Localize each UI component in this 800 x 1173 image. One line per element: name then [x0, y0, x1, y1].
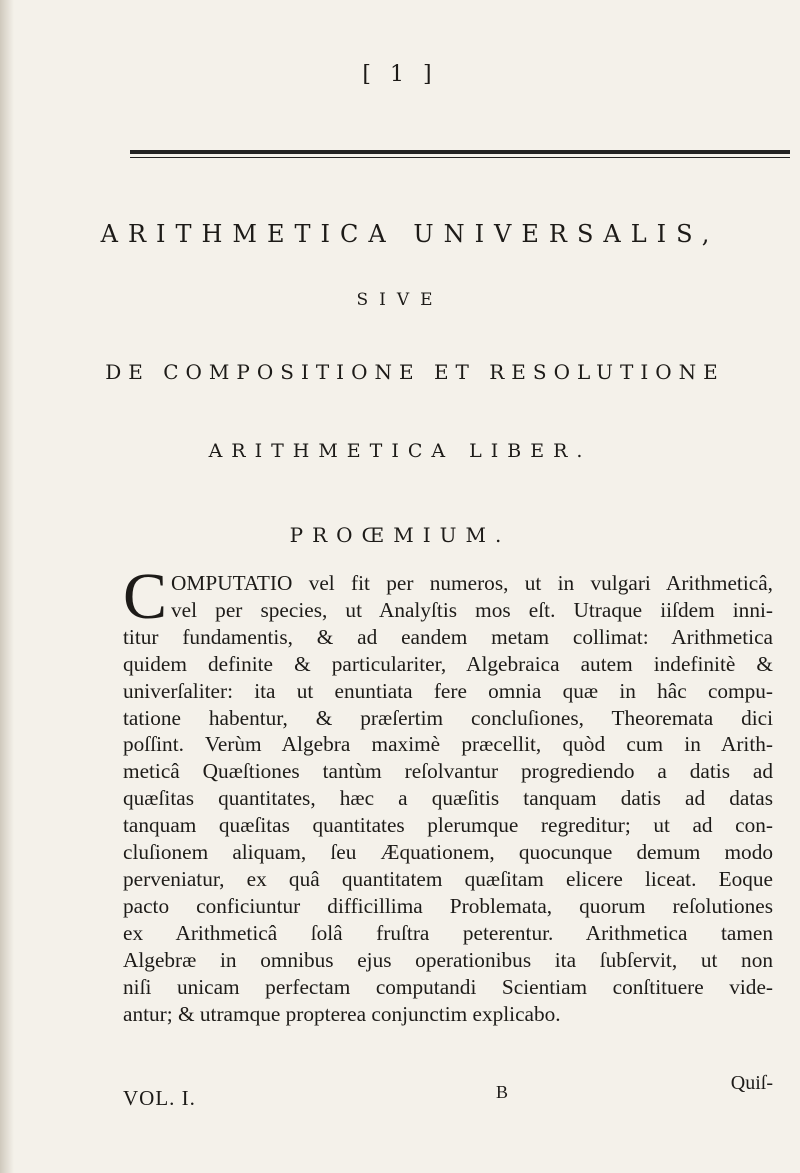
title-line-2: SIVE: [356, 290, 444, 310]
page-gutter-shadow: [0, 0, 14, 1173]
header-rule-thick: [130, 150, 790, 154]
body-line: meticâ Quæſtiones tantùm reſolvantur progrediendo a datis ad: [123, 759, 773, 784]
body-line: quæſitas quantitates, hæc a quæſitis tanquam datis ad datas: [123, 786, 773, 811]
catchword: Quiſ-: [730, 1072, 773, 1094]
body-line: Algebræ in omnibus ejus operationibus ita ſubſervit, ut non: [123, 947, 773, 972]
body-paragraph: [123, 560, 773, 1027]
title-line-3: DE COMPOSITIONE ET RESOLUTIONE: [105, 360, 725, 384]
volume-label: VOL. I.: [123, 1086, 196, 1110]
body-line: titur fundamentis, & ad eandem metam collimat: Arithmetica: [123, 624, 773, 649]
header-rule-thin: [130, 157, 790, 158]
body-line: vel per species, ut Analyſtis mos eſt. Utraque iiſdem inni-: [171, 597, 773, 622]
title-line-1: ARITHMETICA UNIVERSALIS,: [100, 220, 720, 248]
body-line: poſſint. Verùm Algebra maximè præcellit, quòd cum in Arith-: [123, 732, 773, 757]
body-line: cluſionem aliquam, ſeu Æquationem, quocunque demum modo: [123, 840, 773, 865]
body-line: pacto conficiuntur difficillima Problemata, quorum reſolutiones: [123, 893, 773, 918]
body-line: OMPUTATIO vel fit per numeros, ut in vulgari Arithmeticâ,: [171, 571, 773, 595]
body-line: ex Arithmeticâ ſolâ fruſtra peterentur. Arithmetica tamen: [123, 920, 773, 945]
page-number: [ 1 ]: [362, 62, 438, 87]
signature-mark: B: [496, 1082, 509, 1102]
body-line: perveniatur, ex quâ quantitatem quæſitam elicere liceat. Eoque: [123, 866, 773, 891]
body-line: antur; & utramque propterea conjunctim explicabo.: [123, 1001, 561, 1026]
body-line: tanquam quæſitas quantitates plerumque regreditur; ut ad con-: [123, 813, 773, 838]
body-line: niſi unicam perfectam computandi Scientiam conſtituere vide-: [123, 974, 773, 999]
body-line: univerſaliter: ita ut enuntiata fere omnia quæ in hâc compu-: [123, 678, 773, 703]
title-line-4: ARITHMETICA LIBER.: [208, 440, 592, 462]
body-line: tatione habentur, & præſertim concluſiones, Theoremata dici: [123, 705, 773, 730]
body-line: quidem definite & particulariter, Algebraica autem indefinitè &: [123, 651, 773, 676]
drop-capital: C: [123, 560, 168, 633]
section-heading: PROŒMIUM.: [289, 523, 511, 547]
